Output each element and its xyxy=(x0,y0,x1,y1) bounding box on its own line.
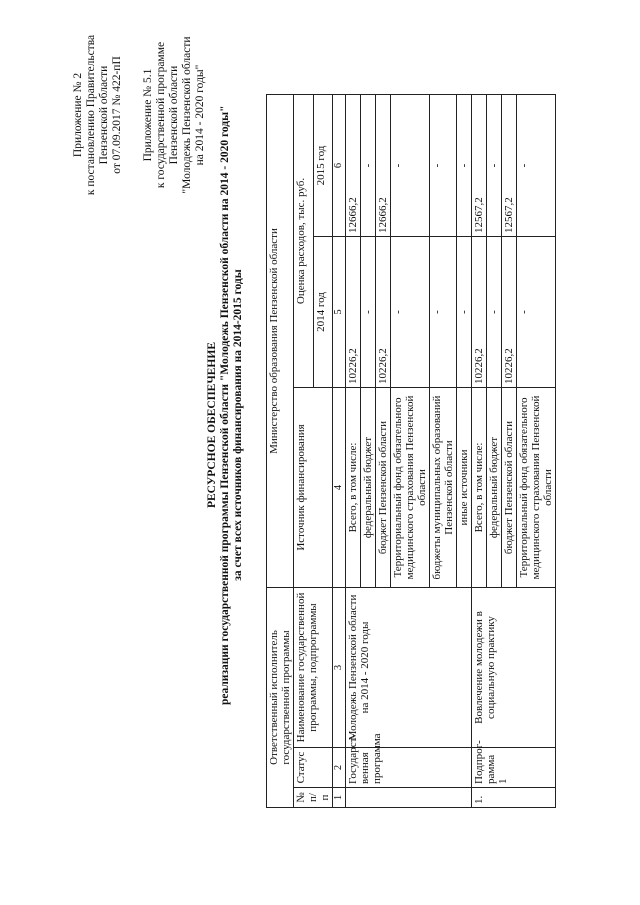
table-row xyxy=(472,94,487,807)
row-value-2014: 10226,2 xyxy=(472,237,487,388)
row-source: иные источники xyxy=(457,388,472,588)
row-source: бюджеты муниципальных образований Пензенской области xyxy=(430,388,457,588)
title-subject: реализации государственной программы Пензенской области "Молодежь Пензенской области на 2014 - 2020 годы" xyxy=(219,105,231,705)
annotation-line: Приложение № 5.1 xyxy=(142,68,154,162)
row-value-2014: 10226,2 xyxy=(502,237,517,388)
annotation-line: Приложение № 2 xyxy=(72,72,84,158)
row-source: федеральный бюджет xyxy=(361,388,376,588)
column-number: 4 xyxy=(333,388,346,588)
responsible-label: Ответственный исполнитель государственной программы xyxy=(267,588,294,808)
row-value-2014: - xyxy=(487,237,502,388)
annotation-program xyxy=(142,0,207,230)
row-name: Молодежь Пензенской области на 2014 - 2020 годы xyxy=(346,588,472,748)
row-status: Государст-венная программа xyxy=(346,748,472,788)
column-number: 5 xyxy=(333,237,346,388)
row-value-2015: - xyxy=(430,94,457,236)
row-num xyxy=(346,788,472,808)
row-source: Территориальный фонд обязательного медицинского страхования Пензенской области xyxy=(391,388,430,588)
row-source: Территориальный фонд обязательного медицинского страхования Пензенской области xyxy=(517,388,556,588)
row-value-2014: 10226,2 xyxy=(376,237,391,388)
row-value-2015: 12666,2 xyxy=(346,94,361,236)
row-source: бюджет Пензенской области xyxy=(376,388,391,588)
row-source: федеральный бюджет xyxy=(487,388,502,588)
annotation-line: Пензенской области xyxy=(168,65,180,165)
column-number: 2 xyxy=(333,748,346,788)
row-value-2015: - xyxy=(457,94,472,236)
row-value-2015: - xyxy=(517,94,556,236)
row-source: Всего, в том числе: xyxy=(472,388,487,588)
col-header-2015: 2015 год xyxy=(313,94,333,236)
funding-table xyxy=(266,94,556,808)
annotation-line: на 2014 - 2020 годы" xyxy=(194,64,206,166)
annotation-line: Пензенской области xyxy=(98,65,110,165)
title-heading: РЕСУРСНОЕ ОБЕСПЕЧЕНИЕ xyxy=(206,342,218,509)
title-scope: за счет всех источников финансирования на 2014-2015 годы xyxy=(232,269,244,581)
row-value-2014: - xyxy=(457,237,472,388)
col-header-status: Статус xyxy=(294,748,333,788)
row-value-2015: 12567,2 xyxy=(502,94,517,236)
annotation-line: к государственной программе xyxy=(155,41,167,189)
column-number: 6 xyxy=(333,94,346,236)
col-header-source: Источник финансирования xyxy=(294,388,333,588)
header-row-responsible xyxy=(267,94,294,807)
column-number: 3 xyxy=(333,588,346,748)
annotation-line: к постановлению Правительства xyxy=(85,34,97,196)
table-row xyxy=(346,94,361,807)
annotation-line: от 07.09.2017 № 422-пП xyxy=(111,56,123,174)
column-number: 1 xyxy=(333,788,346,808)
responsible-value: Министерство образования Пензенской области xyxy=(267,94,294,587)
row-value-2014: - xyxy=(361,237,376,388)
row-value-2015: 12666,2 xyxy=(376,94,391,236)
row-source: Всего, в том числе: xyxy=(346,388,361,588)
col-header-name: Наименование государственной программы, подпрограммы xyxy=(294,588,333,748)
row-value-2015: - xyxy=(487,94,502,236)
row-num: 1. xyxy=(472,788,556,808)
col-header-estimate: Оценка расходов, тыс. руб. xyxy=(294,94,314,387)
row-value-2014: 10226,2 xyxy=(346,237,361,388)
col-header-2014: 2014 год xyxy=(313,237,333,388)
annotation-line: "Молодежь Пензенской области xyxy=(181,36,193,194)
row-value-2015: 12567,2 xyxy=(472,94,487,236)
row-value-2014: - xyxy=(391,237,430,388)
row-value-2014: - xyxy=(517,237,556,388)
col-header-num: № п/п xyxy=(294,788,333,808)
row-value-2014: - xyxy=(430,237,457,388)
row-value-2015: - xyxy=(361,94,376,236)
row-name: Вовлечение молодежи в социальную практику xyxy=(472,588,556,748)
row-source: бюджет Пензенской области xyxy=(502,388,517,588)
row-status: Подпрог-рамма 1 xyxy=(472,748,556,788)
header-row-columns xyxy=(294,94,314,807)
column-numbers-row xyxy=(333,94,346,807)
row-value-2015: - xyxy=(391,94,430,236)
annotation-decree xyxy=(72,0,124,230)
document-title xyxy=(206,105,245,705)
